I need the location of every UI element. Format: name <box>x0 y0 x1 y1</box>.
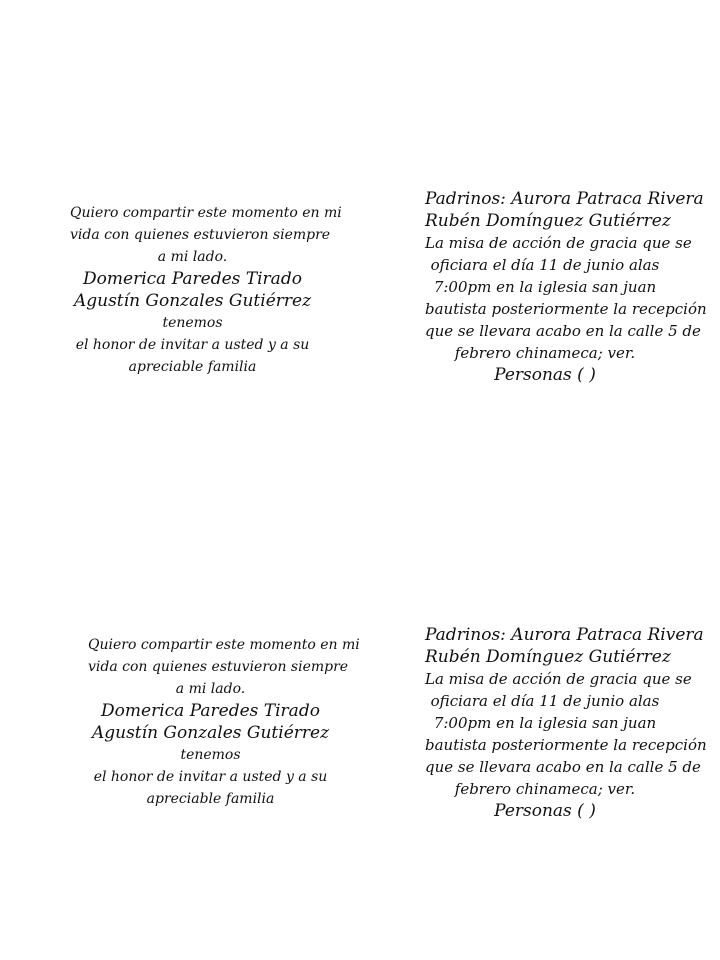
invitation-line: tenemos <box>180 747 241 763</box>
event-detail-line: que se llevara acabo en la calle 5 de <box>425 758 701 776</box>
godparents-line: Padrinos: Aurora Patraca Rivera <box>425 189 704 209</box>
event-detail-line: bautista posteriormente la recepción <box>425 300 707 318</box>
invitation-line: el honor de invitar a usted y a su <box>75 337 310 353</box>
guest-count-line: Personas ( ) <box>494 801 596 821</box>
invitation-line: a mi lado. <box>157 249 228 265</box>
invitation-right-block-bottom <box>425 624 707 822</box>
invitation-line: Quiero compartir este momento en mi <box>88 637 360 653</box>
invitation-line: tenemos <box>162 315 223 331</box>
invitation-line: vida con quienes estuvieron siempre <box>70 227 331 243</box>
invitation-left-block-top <box>70 202 342 378</box>
host-name-line: Domerica Paredes Tirado <box>83 269 302 289</box>
event-detail-line: febrero chinameca; ver. <box>454 780 636 798</box>
event-detail-line: La misa de acción de gracia que se <box>425 670 692 688</box>
host-name-line: Domerica Paredes Tirado <box>101 701 320 721</box>
godparents-line: Rubén Domínguez Gutiérrez <box>425 647 671 667</box>
invitation-line: Quiero compartir este momento en mi <box>70 205 342 221</box>
invitation-line: a mi lado. <box>175 681 246 697</box>
invitation-line: apreciable familia <box>146 791 275 807</box>
event-detail-line: febrero chinameca; ver. <box>454 344 636 362</box>
host-name-line: Agustín Gonzales Gutiérrez <box>91 723 330 743</box>
event-detail-line: que se llevara acabo en la calle 5 de <box>425 322 701 340</box>
event-detail-line: 7:00pm en la iglesia san juan <box>433 714 657 732</box>
invitation-line: vida con quienes estuvieron siempre <box>88 659 349 675</box>
event-detail-line: 7:00pm en la iglesia san juan <box>433 278 657 296</box>
event-detail-line: oficiara el día 11 de junio alas <box>430 692 660 710</box>
invitation-line: el honor de invitar a usted y a su <box>93 769 328 785</box>
guest-count-line: Personas ( ) <box>494 365 596 385</box>
godparents-line: Padrinos: Aurora Patraca Rivera <box>425 625 704 645</box>
event-detail-line: oficiara el día 11 de junio alas <box>430 256 660 274</box>
invitation-left-block-bottom <box>88 634 360 810</box>
godparents-line: Rubén Domínguez Gutiérrez <box>425 211 671 231</box>
invitation-line: apreciable familia <box>128 359 257 375</box>
invitation-right-block-top <box>425 188 707 386</box>
host-name-line: Agustín Gonzales Gutiérrez <box>73 291 312 311</box>
event-detail-line: bautista posteriormente la recepción <box>425 736 707 754</box>
event-detail-line: La misa de acción de gracia que se <box>425 234 692 252</box>
